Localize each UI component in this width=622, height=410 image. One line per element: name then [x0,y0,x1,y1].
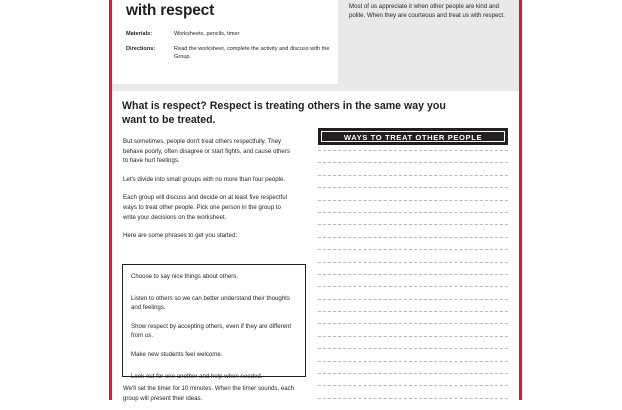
meta-row-materials [126,30,331,39]
write-line[interactable] [318,361,508,362]
closing-paragraph: We'll set the timer for 10 minutes. When the timer sounds, each group will present their ideas. [123,385,295,402]
body-paragraph-3: Each group will discuss and decide on at least five respectful ways to treat other people. Pick one person in the group to write your decisions on the worksheet. [123,194,287,221]
write-line[interactable] [318,398,508,399]
write-line[interactable] [318,237,508,238]
write-line[interactable] [318,274,508,275]
body-paragraph-2: Let's divide into small groups with no more than four people. [123,175,286,183]
write-line[interactable] [318,311,508,312]
worksheet-meta [126,30,331,68]
phrase-item-3: Show respect by accepting others, even if they are different from us. [131,322,292,340]
body-paragraph-1: But sometimes, people don't treat others respectfully. They behave poorly, often disagree or start fights, and cause others to have hurt feelings. [123,138,290,165]
ways-panel-write-lines[interactable] [318,150,508,410]
write-line[interactable] [318,175,508,176]
write-line[interactable] [318,262,508,263]
meta-value-directions: Read the worksheet, complete the activity and discuss with the Group. [174,45,330,61]
phrase-item-2: Listen to others so we can better understand their thoughts and feelings. [131,294,290,312]
write-line[interactable] [318,150,508,151]
worksheet-title: with respect [126,2,215,19]
write-line[interactable] [318,212,508,213]
phrase-list [131,272,301,393]
write-line[interactable] [318,299,508,300]
write-line[interactable] [318,348,508,349]
meta-row-directions [126,45,331,62]
phrase-item-5: Look out for one another and help when needed. [131,372,263,380]
write-line[interactable] [318,224,508,225]
phrase-item-4: Make new students feel welcome. [131,350,223,358]
write-line[interactable] [318,373,508,374]
write-line[interactable] [318,286,508,287]
write-line[interactable] [318,200,508,201]
meta-label-directions: Directions: [126,45,156,52]
left-red-rule [109,0,112,400]
write-line[interactable] [318,249,508,250]
write-line[interactable] [318,336,508,337]
write-line[interactable] [318,385,508,386]
write-line[interactable] [318,162,508,163]
meta-label-materials: Materials: [126,31,153,37]
meta-value-materials: Worksheets, pencils, timer [174,31,240,37]
main-heading: What is respect? Respect is treating others in the same way you want to be treated. [122,100,446,126]
ways-panel-header-label: WAYS TO TREAT OTHER PEOPLE [321,131,505,142]
right-red-rule [519,0,522,400]
intro-paragraph: Most of us appreciate it when other people are kind and polite. When they are courteous and treat us with respect. [349,3,505,20]
write-line[interactable] [318,323,508,324]
body-column [123,137,293,250]
write-line[interactable] [318,187,508,188]
phrase-item-1: Choose to say nice things about others. [131,273,239,280]
body-paragraph-4: Here are some phrases to get you started: [123,232,238,240]
